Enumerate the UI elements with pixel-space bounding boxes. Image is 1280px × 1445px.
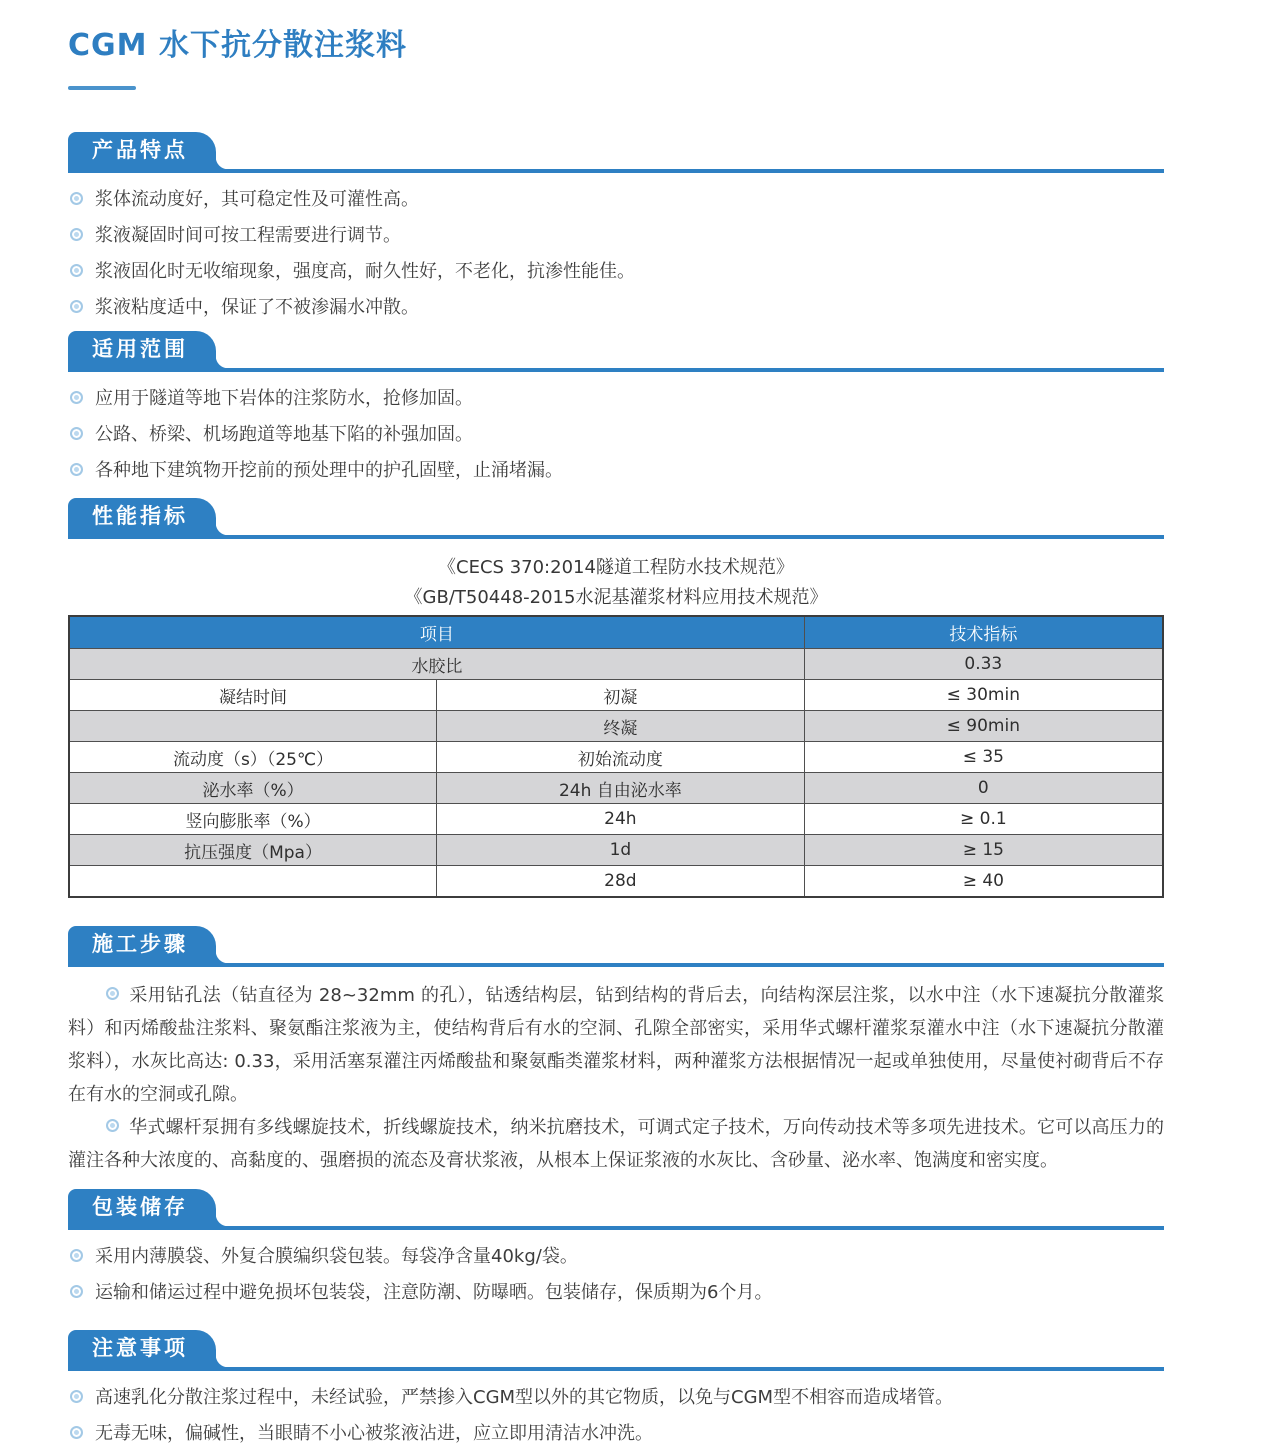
table-row [69, 835, 1163, 866]
table-row [69, 866, 1163, 898]
table-cell: ≥ 40 [804, 866, 1163, 898]
list-item [68, 297, 1164, 319]
list-item [68, 189, 1164, 211]
section-tab-packaging: 包装储存 [68, 1189, 216, 1226]
ring-bullet-icon [70, 427, 83, 440]
table-cell: ≤ 30min [804, 680, 1163, 711]
table-cell: 水胶比 [69, 649, 804, 680]
section-tab-features: 产品特点 [68, 132, 216, 169]
standard-reference: 《GB/T50448-2015水泥基灌浆材料应用技术规范》 [404, 587, 828, 608]
ring-bullet-icon [70, 192, 83, 205]
table-cell: 0.33 [804, 649, 1163, 680]
ring-bullet-icon [70, 264, 83, 277]
section-tab-performance: 性能指标 [68, 498, 216, 535]
list-item-text: 浆液固化时无收缩现象，强度高，耐久性好，不老化，抗渗性能佳。 [95, 261, 635, 282]
title-underline [68, 86, 136, 90]
section-header-scope [68, 331, 1164, 372]
table-row [69, 773, 1163, 804]
ring-bullet-icon [70, 391, 83, 404]
table-cell: 终凝 [437, 711, 805, 742]
section-header-performance [68, 498, 1164, 539]
scope-list [68, 388, 1164, 482]
standard-reference: 《CECS 370:2014隧道工程防水技术规范》 [438, 557, 794, 578]
table-cell: ≥ 0.1 [804, 804, 1163, 835]
ring-bullet-icon [70, 228, 83, 241]
construction-paragraph [68, 979, 1164, 1111]
packaging-list [68, 1246, 1164, 1304]
ring-bullet-icon [106, 1119, 119, 1132]
construction-steps [68, 979, 1164, 1177]
section-tab-construction: 施工步骤 [68, 926, 216, 963]
ring-bullet-icon [70, 1285, 83, 1298]
standards-references [68, 553, 1164, 613]
section-tab-notes: 注意事项 [68, 1330, 216, 1367]
table-cell [69, 866, 437, 898]
list-item-text: 应用于隧道等地下岩体的注浆防水，抢修加固。 [95, 388, 473, 409]
table-row [69, 742, 1163, 773]
ring-bullet-icon [70, 1249, 83, 1262]
notes-list [68, 1387, 1164, 1445]
list-item-text: 无毒无味，偏碱性，当眼睛不小心被浆液沾进，应立即用清洁水冲洗。 [95, 1423, 653, 1444]
table-cell: ≤ 90min [804, 711, 1163, 742]
section-header-features [68, 132, 1164, 173]
list-item [68, 1246, 1164, 1268]
table-header-row [69, 616, 1163, 649]
list-item-text: 浆液凝固时间可按工程需要进行调节。 [95, 225, 401, 246]
column-header-item: 项目 [69, 616, 804, 649]
ring-bullet-icon [70, 1426, 83, 1439]
list-item-text: 公路、桥梁、机场跑道等地基下陷的补强加固。 [95, 424, 473, 445]
list-item [68, 424, 1164, 446]
paragraph-text: 采用钻孔法（钻直径为 28~32mm 的孔），钻透结构层，钻到结构的背后去，向结构深层注浆，以水中注（水下速凝抗分散灌浆料）和丙烯酸盐注浆料、聚氨酯注浆液为主，使结构背后有水的空洞、孔隙全部密实，采用华式螺杆灌浆泵灌水中注（水下速凝抗分散灌浆料），水灰比高达: 0.33，采用活塞泵灌注丙烯酸盐和聚氨酯类灌浆材料，两种灌浆方法根据情况一起或单独使用，尽量使衬砌背后不存在有水的空洞或孔隙。 [68, 985, 1164, 1105]
list-item-text: 采用内薄膜袋、外复合膜编织袋包装。每袋净含量40kg/袋。 [95, 1246, 578, 1267]
page-title: CGM 水下抗分散注浆料 [68, 28, 407, 63]
table-cell: 抗压强度（Mpa） [69, 835, 437, 866]
table-cell: 泌水率（%） [69, 773, 437, 804]
table-cell: 0 [804, 773, 1163, 804]
list-item-text: 浆体流动度好，其可稳定性及可灌性高。 [95, 189, 419, 210]
list-item-text: 各种地下建筑物开挖前的预处理中的护孔固壁，止涌堵漏。 [95, 460, 563, 481]
table-cell: 初始流动度 [437, 742, 805, 773]
ring-bullet-icon [70, 1390, 83, 1403]
features-list [68, 189, 1164, 319]
table-row [69, 711, 1163, 742]
list-item-text: 高速乳化分散注浆过程中，未经试验，严禁掺入CGM型以外的其它物质，以免与CGM型不相容而造成堵管。 [95, 1387, 954, 1408]
table-cell: 凝结时间 [69, 680, 437, 711]
table-cell: 1d [437, 835, 805, 866]
table-row [69, 680, 1163, 711]
performance-table [68, 615, 1164, 898]
list-item [68, 460, 1164, 482]
construction-paragraph [68, 1111, 1164, 1177]
list-item [68, 388, 1164, 410]
list-item [68, 1387, 1164, 1409]
section-tab-scope: 适用范围 [68, 331, 216, 368]
ring-bullet-icon [70, 300, 83, 313]
list-item [68, 261, 1164, 283]
table-row [69, 804, 1163, 835]
list-item [68, 1423, 1164, 1445]
table-cell: 竖向膨胀率（%） [69, 804, 437, 835]
table-cell: ≤ 35 [804, 742, 1163, 773]
section-header-notes [68, 1330, 1164, 1371]
table-cell: 24h [437, 804, 805, 835]
ring-bullet-icon [70, 463, 83, 476]
column-header-spec: 技术指标 [804, 616, 1163, 649]
table-cell: 24h 自由泌水率 [437, 773, 805, 804]
table-row [69, 649, 1163, 680]
table-cell: ≥ 15 [804, 835, 1163, 866]
list-item [68, 225, 1164, 247]
section-header-construction [68, 926, 1164, 967]
list-item [68, 1282, 1164, 1304]
table-cell: 流动度（s）（25℃） [69, 742, 437, 773]
section-header-packaging [68, 1189, 1164, 1230]
list-item-text: 运输和储运过程中避免损坏包装袋，注意防潮、防曝晒。包装储存，保质期为6个月。 [95, 1282, 773, 1303]
ring-bullet-icon [106, 987, 119, 1000]
list-item-text: 浆液粘度适中，保证了不被渗漏水冲散。 [95, 297, 419, 318]
table-cell [69, 711, 437, 742]
table-cell: 初凝 [437, 680, 805, 711]
paragraph-text: 华式螺杆泵拥有多线螺旋技术，折线螺旋技术，纳米抗磨技术，可调式定子技术，万向传动技术等多项先进技术。它可以高压力的灌注各种大浓度的、高黏度的、强磨损的流态及膏状浆液，从根本上保证浆液的水灰比、含砂量、泌水率、饱满度和密实度。 [68, 1117, 1164, 1171]
table-cell: 28d [437, 866, 805, 898]
